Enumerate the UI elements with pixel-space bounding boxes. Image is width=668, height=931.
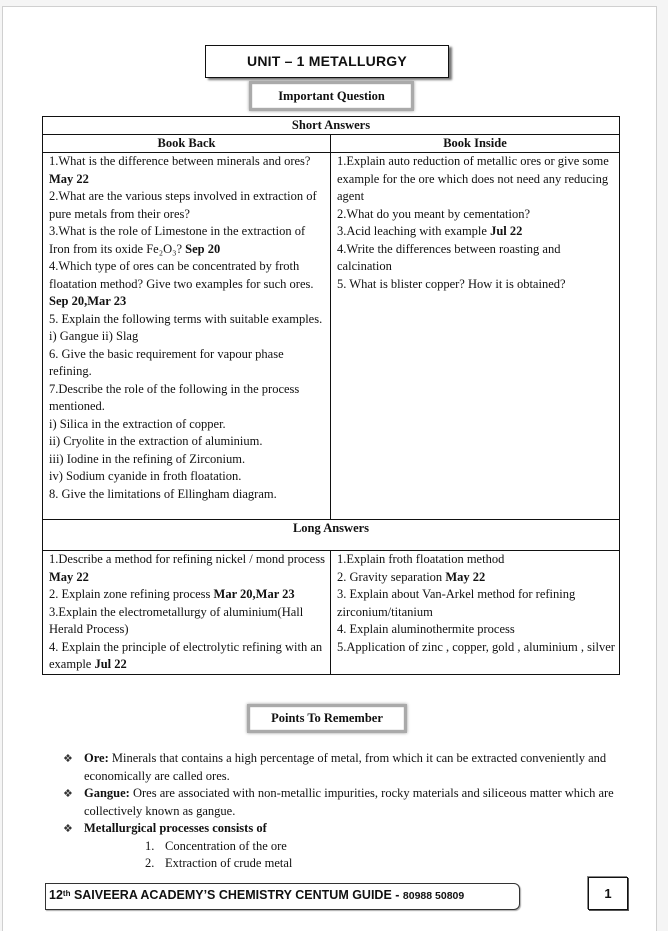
unit-title: UNIT – 1 METALLURGY (205, 45, 449, 78)
footer-grade-suffix: th (62, 889, 71, 898)
exam-tag: Jul 22 (490, 224, 523, 238)
document-page (2, 6, 657, 931)
short-answers-heading: Short Answers (43, 117, 620, 135)
question-text: 3. Explain about Van-Arkel method for refining zirconium/titanium (337, 587, 576, 619)
question-item (49, 551, 328, 586)
question-text: 1.What is the difference between minerals and ores? (49, 154, 311, 168)
question-text: iii) Iodine in the refining of Zirconium. (49, 451, 246, 466)
diamond-bullet-icon: ❖ (63, 752, 73, 765)
question-item (49, 451, 328, 469)
question-text: 5. What is blister copper? How it is obtained? (337, 276, 566, 291)
question-item (49, 188, 328, 223)
question-text: iv) Sodium cyanide in froth floatation. (49, 469, 242, 483)
question-text: 3.Explain the electrometallurgy of aluminium(Hall Herald Process) (49, 604, 304, 636)
question-item (49, 486, 328, 504)
question-item (49, 468, 328, 486)
footer-title: SAIVEERA ACADEMY’S CHEMISTRY CENTUM GUIDE - (70, 888, 403, 902)
diamond-bullet-icon: ❖ (63, 822, 73, 835)
question-item (337, 153, 617, 206)
long-answers-right-list (331, 551, 620, 675)
question-item (337, 639, 617, 657)
question-text: 6. Give the basic requirement for vapour phase refining. (49, 346, 284, 378)
question-item (49, 346, 328, 381)
question-text: 4.Write the differences between roasting and calcination (337, 241, 561, 273)
question-text: 2. Explain zone refining process (49, 587, 214, 601)
questions-table (42, 116, 620, 675)
question-text: 2.What do you meant by cementation? (337, 206, 530, 221)
point-text: Ores are associated with non-metallic impurities, rocky materials and siliceous matter which are collectively known as gangue. (84, 786, 614, 818)
book-inside-list (331, 153, 620, 520)
question-item (49, 153, 328, 188)
point-term: Metallurgical (84, 821, 157, 835)
question-item (49, 586, 328, 604)
long-answers-left-list (43, 551, 331, 675)
question-text: 4. Explain the principle of electrolytic refining with an example (49, 639, 323, 671)
question-item (49, 416, 328, 434)
long-answers-heading: Long Answers (43, 520, 620, 551)
question-item (49, 381, 328, 416)
question-text: 3.What is the role of Limestone in the extraction of Iron from its oxide Fe₂O₃? (49, 224, 306, 256)
exam-tag: Mar 20,Mar 23 (213, 587, 295, 601)
question-item (337, 276, 617, 294)
question-item (49, 258, 328, 311)
question-text: 2. Gravity separation (337, 569, 446, 584)
question-item (337, 223, 617, 241)
question-text: 4. Explain aluminothermite process (337, 622, 515, 636)
step-number: 1. (145, 838, 155, 853)
book-back-heading: Book Back (43, 135, 331, 153)
question-item (337, 569, 617, 587)
footer-phone: 80988 50809 (402, 890, 465, 902)
question-item (49, 639, 328, 674)
question-item (49, 604, 328, 639)
question-text: 7.Describe the role of the following in the process mentioned. (49, 381, 300, 413)
question-item (337, 241, 617, 276)
page-number: 1 (588, 877, 628, 910)
question-text: 1.Explain froth floatation method (337, 552, 505, 566)
points-to-remember-heading: Points To Remember (247, 704, 407, 733)
point-item (63, 750, 623, 785)
step-text: Concentration of the ore (165, 838, 287, 853)
exam-tag: May 22 (49, 569, 89, 584)
question-text: 3.Acid leaching with example (337, 224, 491, 238)
process-steps-list (63, 838, 623, 873)
point-term: Ore: (84, 751, 109, 765)
question-text: 4.Which type of ores can be concentrated by froth floatation method? Give two examples for such ores. (49, 259, 314, 291)
question-text: 5. Explain the following terms with suitable examples. i) Gangue ii) Slag (49, 311, 323, 343)
question-item (49, 433, 328, 451)
question-text: 1.Explain auto reduction of metallic ores or give some example for the ore which does not need any reducing agent (337, 154, 609, 203)
question-item (337, 206, 617, 224)
question-text: 2.What are the various steps involved in extraction of pure metals from their ores? (49, 189, 317, 221)
point-item (63, 820, 623, 838)
diamond-bullet-icon: ❖ (63, 787, 73, 800)
exam-tag: Jul 22 (94, 657, 127, 671)
question-item (49, 311, 328, 346)
exam-tag: Sep 20 (185, 241, 221, 256)
question-item (337, 621, 617, 639)
step-text: Extraction of crude metal (165, 856, 293, 870)
step-number: 2. (145, 856, 155, 870)
question-text: 5.Application of zinc , copper, gold , aluminium , silver (337, 639, 615, 654)
question-text: ii) Cryolite in the extraction of aluminium. (49, 434, 263, 448)
footer-banner (45, 883, 520, 910)
footer-grade: 12 (49, 888, 63, 902)
book-inside-heading: Book Inside (331, 135, 620, 153)
process-step (145, 838, 623, 856)
exam-tag: May 22 (445, 569, 486, 584)
point-item (63, 785, 623, 820)
question-item (337, 551, 617, 569)
point-text: Minerals that contains a high percentage of metal, from which it can be extracted conveniently and economically are called ores. (84, 751, 607, 783)
question-item (337, 586, 617, 621)
point-text: processes consists of (156, 821, 267, 835)
important-question-heading: Important Question (249, 81, 414, 111)
exam-tag: May 22 (49, 171, 89, 186)
process-step (145, 855, 623, 873)
question-text: 8. Give the limitations of Ellingham diagram. (49, 486, 277, 501)
question-text: 1.Describe a method for refining nickel / mond process (49, 552, 325, 566)
point-term: Gangue: (84, 786, 130, 800)
exam-tag: Sep 20,Mar 23 (49, 294, 127, 308)
question-text: i) Silica in the extraction of copper. (49, 416, 226, 431)
book-back-list (43, 153, 331, 520)
points-list (63, 750, 623, 873)
question-item (49, 223, 328, 258)
